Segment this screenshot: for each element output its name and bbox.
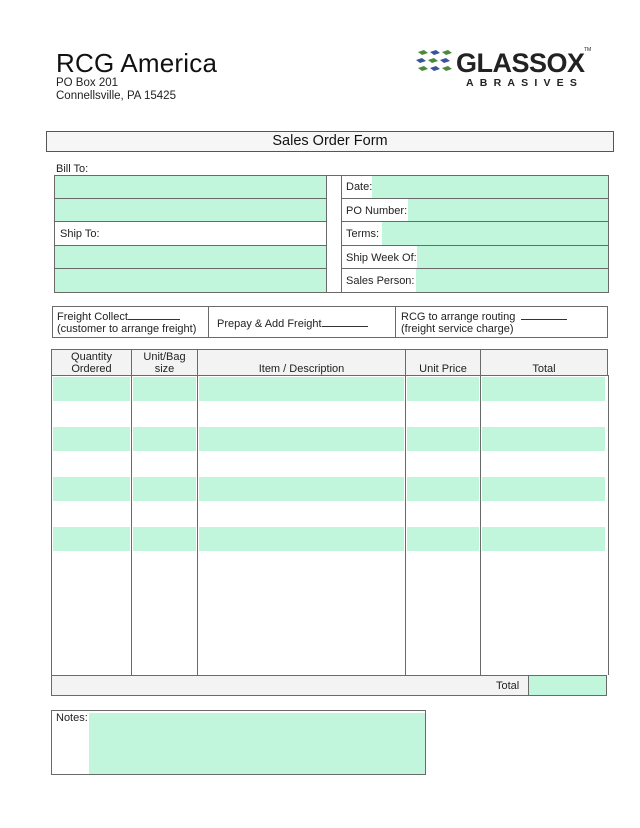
col-divider [197,375,198,675]
terms-label: Terms: [346,228,379,240]
sales-person-row [341,268,609,293]
logo-wordmark: GLASSOX [456,48,585,78]
logo-cube-icon [414,49,454,77]
ship-to-field-2[interactable] [54,268,327,293]
ship-week-field[interactable] [417,246,608,268]
line-item-quantity-field[interactable] [53,527,130,551]
header-quantity [51,349,132,376]
line-item-description-field[interactable] [199,527,404,551]
line-item-unit-price-field[interactable] [407,377,479,401]
header-description [197,349,406,376]
divider-column [326,175,342,293]
sales-person-field[interactable] [416,269,608,292]
logo-subtitle: ABRASIVES [466,77,584,89]
bill-to-field-1[interactable] [54,175,327,199]
freight-collect-note: (customer to arrange freight) [57,323,197,335]
freight-collect-label: Freight Collect [57,310,180,323]
notes-box [51,710,426,775]
line-item-unit-size-field[interactable] [133,377,196,401]
header-total [480,349,608,376]
line-item-description-field[interactable] [199,477,404,501]
company-name: RCG America [56,48,218,78]
col-divider [405,375,406,675]
rcg-routing-option[interactable] [395,306,608,338]
ship-to-label: Ship To: [60,228,100,240]
line-item-description-field[interactable] [199,427,404,451]
grand-total-field[interactable] [528,676,606,695]
bill-to-field-2[interactable] [54,198,327,222]
line-item-unit-price-field[interactable] [407,527,479,551]
header-description-text: Item / Description [258,363,345,375]
rcg-routing-label: RCG to arrange routing [401,310,567,323]
total-row [51,675,607,696]
col-divider [131,375,132,675]
line-item-description-field[interactable] [199,377,404,401]
date-field[interactable] [372,176,608,198]
header-unit-line1: Unit/Bag [143,351,186,363]
prepay-freight-label: Prepay & Add Freight [217,317,368,330]
logo-trademark: TM [584,47,592,53]
po-number-label: PO Number: [346,205,408,217]
line-item-unit-size-field[interactable] [133,477,196,501]
ship-week-label: Ship Week Of: [346,252,417,264]
date-label: Date: [346,181,373,193]
line-item-unit-size-field[interactable] [133,527,196,551]
line-item-unit-price-field[interactable] [407,427,479,451]
form-title: Sales Order Form [46,131,614,152]
address-line-1: PO Box 201 [56,77,119,89]
sales-person-label: Sales Person: [346,275,415,287]
po-number-field[interactable] [408,199,608,221]
ship-to-row [54,221,327,246]
header-quantity-line1: Quantity [71,351,112,363]
total-label: Total [496,680,520,692]
header-unit-price [405,349,481,376]
ship-to-field-1[interactable] [54,245,327,269]
line-item-quantity-field[interactable] [53,377,130,401]
line-item-line-total-field[interactable] [482,427,605,451]
rcg-routing-note: (freight service charge) [401,323,514,335]
address-line-2: Connellsville, PA 15425 [56,90,176,102]
bill-to-label: Bill To: [56,163,89,175]
line-item-line-total-field[interactable] [482,527,605,551]
items-table-body [51,375,609,675]
header-unit-size [131,349,198,376]
line-item-line-total-field[interactable] [482,377,605,401]
terms-row [341,221,609,246]
line-item-line-total-field[interactable] [482,477,605,501]
terms-field[interactable] [382,222,608,245]
line-item-unit-price-field[interactable] [407,477,479,501]
date-row [341,175,609,199]
header-total-text: Total [532,363,556,375]
line-item-unit-size-field[interactable] [133,427,196,451]
po-number-row [341,198,609,222]
header-unit-line2: size [154,363,175,375]
line-item-quantity-field[interactable] [53,427,130,451]
ship-week-row [341,245,609,269]
notes-label: Notes: [56,712,88,724]
freight-collect-option[interactable] [52,306,209,338]
header-quantity-line2: Ordered [71,363,112,375]
col-divider [480,375,481,675]
header-unit-price-text: Unit Price [419,363,467,375]
prepay-freight-option[interactable] [208,306,396,338]
notes-field[interactable] [89,713,425,774]
line-item-quantity-field[interactable] [53,477,130,501]
